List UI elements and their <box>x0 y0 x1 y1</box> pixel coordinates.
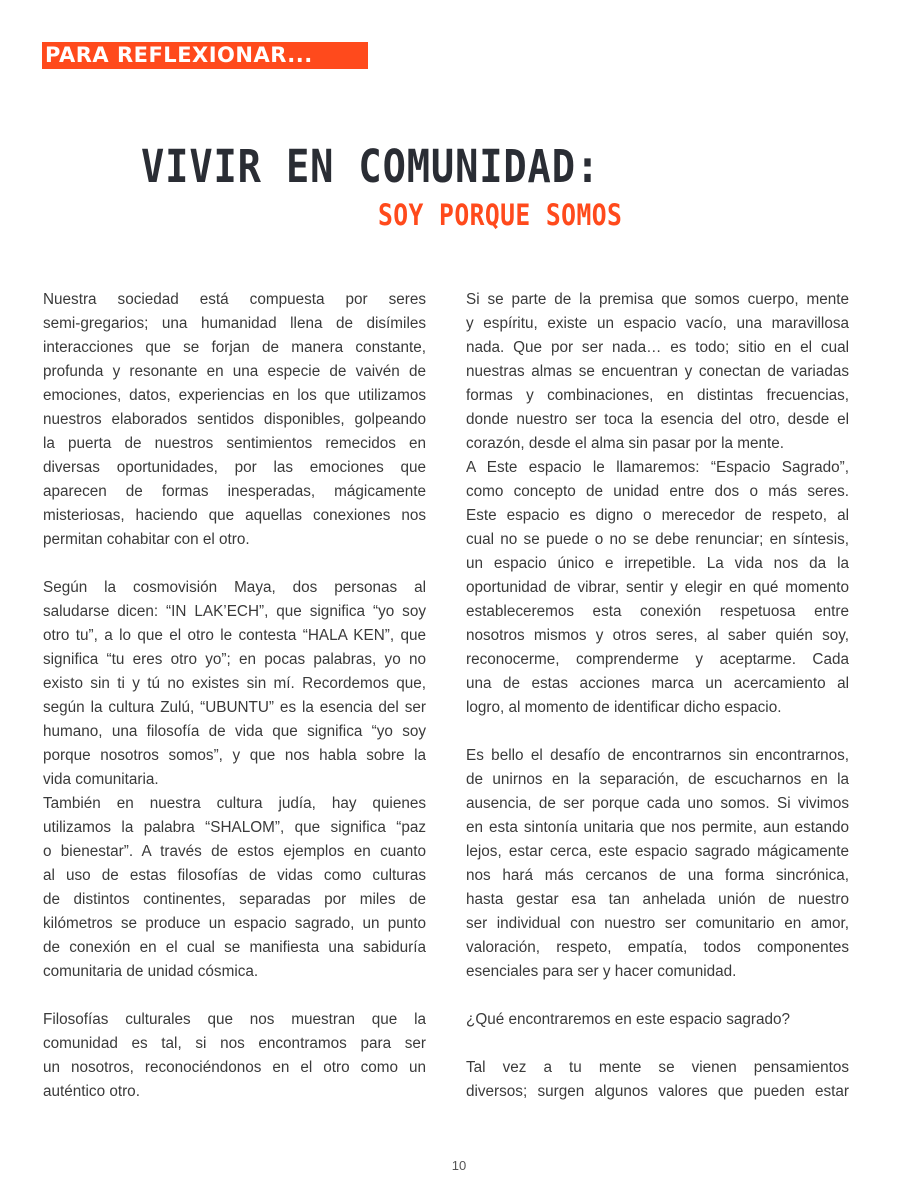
text-line: hasta gestar esa tan anhelada unión de nuestro <box>466 891 849 908</box>
paragraph-premisa <box>466 288 849 456</box>
text-line: estableceremos esta conexión respetuosa entre <box>466 603 849 620</box>
text-line: donde nuestro ser toca la esencia del otro, desde el <box>466 411 849 428</box>
text-line: diversos; surgen algunos valores que pueden estar <box>466 1083 849 1100</box>
text-line: permitan cohabitar con el otro. <box>43 531 250 548</box>
text-line: cual no se puede o no se debe renunciar; en síntesis, <box>466 531 849 548</box>
text-line: reconocerme, comprenderme y aceptarme. Cada <box>466 651 849 668</box>
text-line: según la cultura Zulú, “UBUNTU” es la esencia del ser <box>43 699 426 716</box>
text-line: nada. Que por ser nada… es todo; sitio en el cual <box>466 339 849 356</box>
text-line: ¿Qué encontraremos en este espacio sagrado? <box>466 1011 790 1028</box>
text-line: oportunidad de vibrar, sentir y elegir en qué momento <box>466 579 849 596</box>
text-line: al uso de estas filosofías de vidas como culturas <box>43 867 426 884</box>
text-line: existo sin ti y tú no existes sin mí. Recordemos que, <box>43 675 426 692</box>
text-line: Según la cosmovisión Maya, dos personas al <box>43 579 426 596</box>
text-line: comunidad es tal, si nos encontramos para ser <box>43 1035 426 1052</box>
paragraph-espacio-sagrado <box>466 456 849 720</box>
paragraph-gap <box>466 984 849 1008</box>
section-banner-label: PARA REFLEXIONAR... <box>45 43 313 67</box>
text-line: diversas oportunidades, por las emociones que <box>43 459 426 476</box>
text-line: otro tu”, a lo que el otro le contesta “HALA KEN”, que <box>43 627 426 644</box>
paragraph-gap <box>466 1032 849 1056</box>
text-line: Filosofías culturales que nos muestran que la <box>43 1011 426 1028</box>
text-line: esenciales para ser y hacer comunidad. <box>466 963 737 980</box>
paragraph-tal-vez <box>466 1056 849 1104</box>
text-line: interacciones que se forjan de manera constante, <box>43 339 426 356</box>
text-line: de distintos continentes, separadas por miles de <box>43 891 426 908</box>
text-line: de unirnos en la separación, de escucharnos en la <box>466 771 849 788</box>
text-line: un espacio único e irrepetible. La vida nos da la <box>466 555 849 572</box>
article-title: VIVIR EN COMUNIDAD: <box>141 140 601 193</box>
text-line: una de estas acciones marca un acercamiento al <box>466 675 849 692</box>
text-line: kilómetros se produce un espacio sagrado, un punto <box>43 915 426 932</box>
paragraph-question <box>466 1008 849 1032</box>
text-line: lejos, estar cerca, este espacio sagrado mágicamente <box>466 843 849 860</box>
text-line: significa “tu eres otro yo”; en pocas palabras, yo no <box>43 651 426 668</box>
text-line: porque nosotros somos”, y que nos habla sobre la <box>43 747 426 764</box>
text-line: También en nuestra cultura judía, hay quienes <box>43 795 426 812</box>
text-line: nuestros elaborados sentidos disponibles, golpeando <box>43 411 426 428</box>
text-line: nosotros mismos y otros seres, al saber quién soy, <box>466 627 849 644</box>
text-line: Tal vez a tu mente se vienen pensamientos <box>466 1059 849 1076</box>
text-line: Es bello el desafío de encontrarnos sin encontrarnos, <box>466 747 849 764</box>
paragraph-desafio <box>466 744 849 984</box>
page-number: 10 <box>451 1158 467 1173</box>
text-line: vida comunitaria. <box>43 771 159 788</box>
text-line: Si se parte de la premisa que somos cuerpo, mente <box>466 291 849 308</box>
text-line: semi-gregarios; una humanidad llena de disímiles <box>43 315 426 332</box>
text-line: de conexión en el cual se manifiesta una sabiduría <box>43 939 426 956</box>
text-line: ser individual con nuestro ser comunitario en amor, <box>466 915 849 932</box>
text-line: valoración, respeto, empatía, todos componentes <box>466 939 849 956</box>
right-column <box>466 288 849 1104</box>
text-line: como concepto de unidad entre dos o más seres. <box>466 483 849 500</box>
text-line: A Este espacio le llamaremos: “Espacio Sagrado”, <box>466 459 849 476</box>
paragraph-gap <box>466 720 849 744</box>
paragraph-cosmovision <box>43 576 426 792</box>
section-banner <box>42 42 368 69</box>
text-line: corazón, desde el alma sin pasar por la mente. <box>466 435 785 452</box>
text-line: utilizamos la palabra “SHALOM”, que significa “paz <box>43 819 426 836</box>
text-line: aparecen de formas inesperadas, mágicamente <box>43 483 426 500</box>
text-line: humano, una filosofía de vida que significa “yo soy <box>43 723 426 740</box>
text-line: logro, al momento de identificar dicho espacio. <box>466 699 782 716</box>
paragraph-gap <box>43 552 426 576</box>
paragraph-filosofias <box>43 1008 426 1104</box>
text-line: auténtico otro. <box>43 1083 140 1100</box>
text-line: misteriosas, haciendo que aquellas conexiones nos <box>43 507 426 524</box>
left-column <box>43 288 426 1104</box>
text-line: profunda y resonante en una especie de vaivén de <box>43 363 426 380</box>
text-line: nos hará más cercanos de una forma sincrónica, <box>466 867 849 884</box>
text-line: en esta sintonía unitaria que nos permite, aun estando <box>466 819 849 836</box>
text-line: ausencia, de ser porque cada uno somos. Si vivimos <box>466 795 849 812</box>
text-line: formas y combinaciones, en distintas frecuencias, <box>466 387 849 404</box>
text-line: emociones, datos, experiencias en los que utilizamos <box>43 387 426 404</box>
text-line: nuestras almas se encuentran y conectan de variadas <box>466 363 849 380</box>
text-line: Este espacio es digno o merecedor de respeto, al <box>466 507 849 524</box>
paragraph-maya-intro <box>43 288 426 552</box>
text-line: saludarse dicen: “IN LAK’ECH”, que significa “yo soy <box>43 603 426 620</box>
text-line: la puerta de nuestros sentimientos remecidos en <box>43 435 426 452</box>
article-subtitle: SOY PORQUE SOMOS <box>378 198 623 232</box>
paragraph-shalom <box>43 792 426 984</box>
text-line: un nosotros, reconociéndonos en el otro como un <box>43 1059 426 1076</box>
paragraph-gap <box>43 984 426 1008</box>
text-line: o bienestar”. A través de estos ejemplos en cuanto <box>43 843 426 860</box>
text-line: y espíritu, existe un espacio vacío, una maravillosa <box>466 315 849 332</box>
text-line: comunitaria de unidad cósmica. <box>43 963 259 980</box>
text-line: Nuestra sociedad está compuesta por seres <box>43 291 426 308</box>
